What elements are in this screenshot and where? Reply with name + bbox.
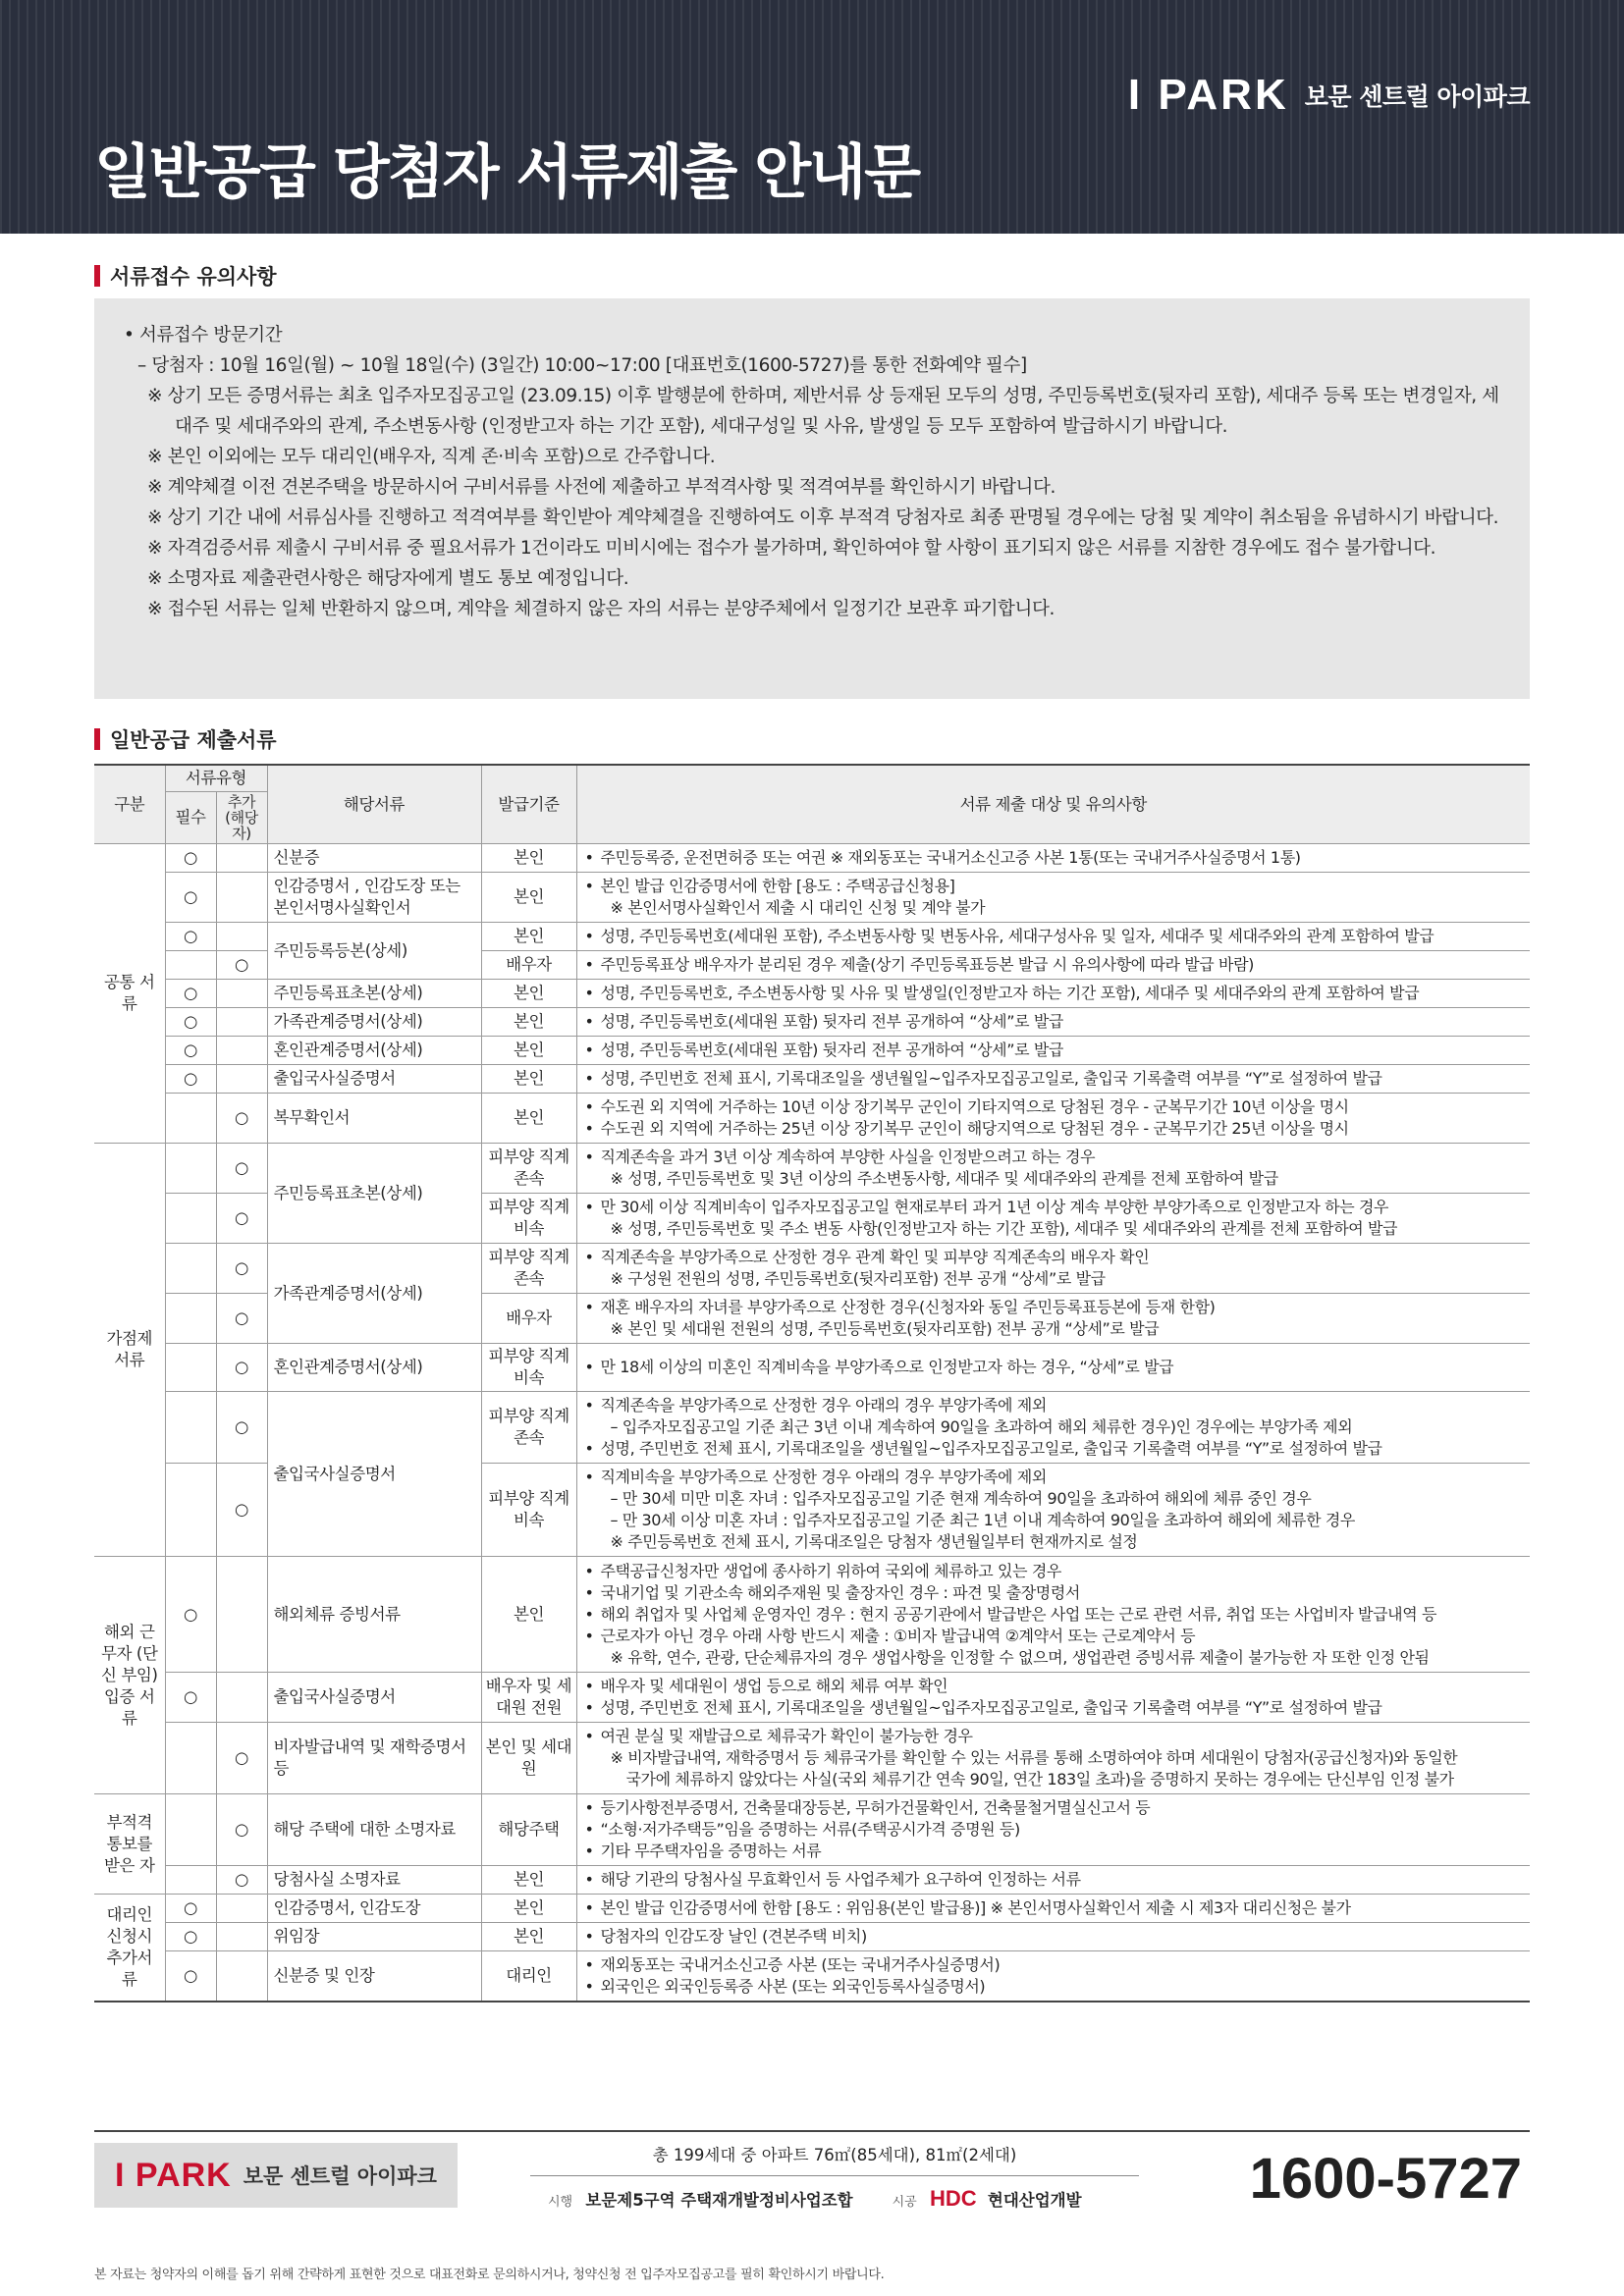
- basis-cell: 본인: [481, 1094, 576, 1144]
- notice-line: ※ 상기 기간 내에 서류심사를 진행하고 적격여부를 확인받아 계약체결을 진행하여도 이후 부적격 당첨자로 최종 판명될 경우에는 당첨 및 계약이 취소됨을 유념하시기 바랍니다.: [147, 507, 1499, 528]
- notice-line: • 서류접수 방문기간: [124, 325, 283, 346]
- notes-cell: [576, 1866, 1530, 1895]
- required-mark: [165, 1866, 216, 1895]
- document-cell: 혼인관계증명서(상세): [267, 1037, 481, 1065]
- required-mark: ○: [165, 1557, 216, 1673]
- note-line: • 직계존속을 부양가족으로 산정한 경우 아래의 경우 부양가족에 제외: [585, 1395, 1523, 1416]
- note-line: • 당첨자의 인감도장 날인 (견본주택 비치): [585, 1926, 1523, 1948]
- additional-mark: ○: [216, 1794, 267, 1866]
- table-row: [94, 923, 1530, 951]
- notes-cell: [576, 1392, 1530, 1464]
- additional-mark: [216, 923, 267, 951]
- basis-cell: 본인: [481, 1557, 576, 1673]
- note-line: – 만 30세 미만 미혼 자녀 : 입주자모집공고일 기준 현재 계속하여 90일을 초과하여 해외에 체류 중인 경우: [610, 1489, 1312, 1508]
- required-mark: ○: [165, 923, 216, 951]
- notice-line: ※ 상기 모든 증명서류는 최초 입주자모집공고일 (23.09.15) 이후 발행분에 한하며, 제반서류 상 등재된 모두의 성명, 주민등록번호(뒷자리 포함), 세대주 등록 또는 변경일자, 세대주 및 세대주와의 관계, 주소변동사항 (인정받고자 하는 기간 포함), 세대구성일 및 사유, 발생일 등 모두 포함하여 발급하시기 바랍니다.: [147, 386, 1499, 437]
- table-row: [94, 873, 1530, 923]
- note-line: • 재혼 배우자의 자녀를 부양가족으로 산정한 경우(신청자와 동일 주민등록표등본에 등재 한함): [585, 1297, 1523, 1318]
- required-mark: ○: [165, 1895, 216, 1923]
- note-line: • 직계존속을 과거 3년 이상 계속하여 부양한 사실을 인정받으려고 하는 경우: [585, 1147, 1523, 1168]
- additional-mark: ○: [216, 1866, 267, 1895]
- required-mark: [165, 1392, 216, 1464]
- additional-mark: [216, 1673, 267, 1723]
- table-row: [94, 844, 1530, 873]
- table-row: [94, 1344, 1530, 1392]
- table-row: [94, 1008, 1530, 1037]
- note-line: ※ 성명, 주민등록번호 및 주소 변동 사항(인정받고자 하는 기간 포함), 세대주 및 세대주와의 관계를 전체 포함하여 발급: [610, 1219, 1398, 1238]
- note-line: • 성명, 주민번호 전체 표시, 기록대조일을 생년월일~입주자모집공고일로, 출입국 기록출력 여부를 “Y”로 설정하여 발급: [585, 1068, 1523, 1090]
- required-mark: ○: [165, 1008, 216, 1037]
- notes-cell: [576, 1037, 1530, 1065]
- basis-cell: 피부양 직계비속: [481, 1464, 576, 1557]
- required-mark: ○: [165, 1951, 216, 2002]
- basis-cell: 본인: [481, 1895, 576, 1923]
- required-mark: ○: [165, 1673, 216, 1723]
- required-mark: ○: [165, 844, 216, 873]
- additional-mark: ○: [216, 951, 267, 980]
- note-line: • 해외 취업자 및 사업체 운영자인 경우 : 현지 공공기관에서 발급받은 사업 또는 근로 관련 서류, 취업 또는 사업비자 발급내역 등: [585, 1604, 1523, 1626]
- footer-ipark-logo: I PARK: [115, 2156, 232, 2194]
- additional-mark: [216, 1923, 267, 1951]
- notes-cell: [576, 1194, 1530, 1244]
- notes-cell: [576, 1344, 1530, 1392]
- footer-brand-name: 보문 센트럴 아이파크: [243, 2164, 437, 2188]
- table-row: [94, 1065, 1530, 1094]
- additional-mark: [216, 980, 267, 1008]
- note-line: • 성명, 주민등록번호(세대원 포함) 뒷자리 전부 공개하여 “상세”로 발급: [585, 1011, 1523, 1033]
- additional-mark: ○: [216, 1464, 267, 1557]
- basis-cell: 배우자 및 세대원 전원: [481, 1673, 576, 1723]
- header-additional-sub: (해당자): [225, 809, 258, 842]
- required-mark: ○: [165, 1065, 216, 1094]
- table-row: [94, 1094, 1530, 1144]
- basis-cell: 피부양 직계존속: [481, 1144, 576, 1194]
- note-line: • 수도권 외 지역에 거주하는 10년 이상 장기복무 군인이 기타지역으로 당첨된 경우 - 군복무기간 10년 이상을 명시: [585, 1096, 1523, 1118]
- header-additional: [216, 792, 267, 844]
- notes-cell: [576, 1244, 1530, 1294]
- required-mark: [165, 1244, 216, 1294]
- page-title: 일반공급 당첨자 서류제출 안내문: [94, 138, 920, 207]
- basis-cell: 본인: [481, 1065, 576, 1094]
- document-cell: 인감증명서, 인감도장: [267, 1895, 481, 1923]
- footer-info: [530, 2142, 1139, 2212]
- notice-line: ※ 접수된 서류는 일체 반환하지 않으며, 계약을 체결하지 않은 자의 서류는 분양주체에서 일정기간 보관후 파기합니다.: [147, 599, 1055, 619]
- note-line: • 외국인은 외국인등록증 사본 (또는 외국인등록사실증명서): [585, 1976, 1523, 1998]
- note-line: • 직계존속을 부양가족으로 산정한 경우 관계 확인 및 피부양 직계존속의 배우자 확인: [585, 1247, 1523, 1268]
- additional-mark: ○: [216, 1723, 267, 1794]
- notes-cell: [576, 1557, 1530, 1673]
- note-line: ※ 본인서명사실확인서 제출 시 대리인 신청 및 계약 불가: [610, 898, 986, 917]
- table-row: [94, 980, 1530, 1008]
- note-line: • 배우자 및 세대원이 생업 등으로 해외 체류 여부 확인: [585, 1676, 1523, 1697]
- basis-cell: 본인: [481, 844, 576, 873]
- required-mark: [165, 1094, 216, 1144]
- builder-label: 시공: [892, 2195, 917, 2210]
- document-cell: 복무확인서: [267, 1094, 481, 1144]
- note-line: • 성명, 주민등록번호(세대원 포함) 뒷자리 전부 공개하여 “상세”로 발급: [585, 1040, 1523, 1061]
- table-section-title: 일반공급 제출서류: [94, 724, 277, 754]
- note-line: • 주민등록증, 운전면허증 또는 여권 ※ 재외동포는 국내거소신고증 사본 1통(또는 국내거주사실증명서 1통): [585, 847, 1523, 869]
- notes-cell: [576, 1294, 1530, 1344]
- basis-cell: 피부양 직계비속: [481, 1344, 576, 1392]
- category-cell: 대리인 신청시 추가서류: [94, 1895, 165, 2002]
- note-line: – 만 30세 이상 미혼 자녀 : 입주자모집공고일 기준 최근 1년 이내 계속하여 90일을 초과하여 해외에 체류한 경우: [610, 1511, 1355, 1529]
- category-cell: 공통 서류: [94, 844, 165, 1144]
- note-line: • 본인 발급 인감증명서에 한함 [용도 : 위임용(본인 발급용)] ※ 본인서명사실확인서 제출 시 제3자 대리신청은 불가: [585, 1897, 1523, 1919]
- notes-cell: [576, 873, 1530, 923]
- notes-cell: [576, 1464, 1530, 1557]
- table-row: [94, 1244, 1530, 1294]
- note-line: • 여권 분실 및 재발급으로 체류국가 확인이 불가능한 경우: [585, 1726, 1523, 1747]
- basis-cell: 해당주택: [481, 1794, 576, 1866]
- table-row: [94, 1723, 1530, 1794]
- required-mark: [165, 1344, 216, 1392]
- notes-cell: [576, 1144, 1530, 1194]
- table-row: [94, 1392, 1530, 1464]
- header-additional-label: 추가: [227, 793, 256, 811]
- table-row: [94, 1037, 1530, 1065]
- note-line: • 주택공급신청자만 생업에 종사하기 위하여 국외에 체류하고 있는 경우: [585, 1561, 1523, 1582]
- notice-line: ※ 본인 이외에는 모두 대리인(배우자, 직계 존·비속 포함)으로 간주합니다.: [147, 447, 716, 467]
- note-line: • 성명, 주민번호 전체 표시, 기록대조일을 생년월일~입주자모집공고일로, 출입국 기록출력 여부를 “Y”로 설정하여 발급: [585, 1697, 1523, 1719]
- table-row: [94, 1794, 1530, 1866]
- document-cell: 위임장: [267, 1923, 481, 1951]
- additional-mark: ○: [216, 1094, 267, 1144]
- note-line: • 성명, 주민등록번호, 주소변동사항 및 사유 및 발생일(인정받고자 하는 기간 포함), 세대주 및 세대주와의 관계 포함하여 발급: [585, 983, 1523, 1004]
- notes-cell: [576, 1794, 1530, 1866]
- document-cell: 해당 주택에 대한 소명자료: [267, 1794, 481, 1866]
- basis-cell: 피부양 직계존속: [481, 1392, 576, 1464]
- document-cell: 주민등록등본(상세): [267, 923, 481, 980]
- basis-cell: 피부양 직계존속: [481, 1244, 576, 1294]
- notice-line: ※ 자격검증서류 제출시 구비서류 중 필요서류가 1건이라도 미비시에는 접수가 불가하며, 확인하여야 할 사항이 표기되지 않은 서류를 지참한 경우에도 접수 불가합니다.: [147, 538, 1436, 559]
- document-cell: 해외체류 증빙서류: [267, 1557, 481, 1673]
- header-category: 구분: [94, 765, 165, 844]
- note-line: • 성명, 주민등록번호(세대원 포함), 주소변동사항 및 변동사유, 세대구성사유 및 일자, 세대주 및 세대주와의 관계 포함하여 발급: [585, 926, 1523, 947]
- required-mark: ○: [165, 873, 216, 923]
- unit-count: 총 199세대 중 아파트 76㎡(85세대), 81㎡(2세대): [530, 2142, 1139, 2176]
- additional-mark: [216, 844, 267, 873]
- notes-cell: [576, 1673, 1530, 1723]
- note-line: • 수도권 외 지역에 거주하는 25년 이상 장기복무 군인이 해당지역으로 당첨된 경우 - 군복무기간 25년 이상을 명시: [585, 1118, 1523, 1140]
- builder: [893, 2186, 1082, 2212]
- note-line: ※ 성명, 주민등록번호 및 3년 이상의 주소변동사항, 세대주 및 세대주와의 관계를 전체 포함하여 발급: [610, 1169, 1278, 1188]
- notes-cell: [576, 1895, 1530, 1923]
- required-mark: [165, 1194, 216, 1244]
- notes-cell: [576, 1923, 1530, 1951]
- notes-cell: [576, 1094, 1530, 1144]
- notes-cell: [576, 1065, 1530, 1094]
- additional-mark: [216, 873, 267, 923]
- note-line: – 입주자모집공고일 기준 최근 3년 이내 계속하여 90일을 초과하여 해외 체류한 경우)인 경우에는 부양가족 제외: [610, 1417, 1353, 1436]
- note-line: ※ 유학, 연수, 관광, 단순체류자의 경우 생업사항을 인정할 수 없으며, 생업관련 증빙서류 제출이 불가능한 자 또한 인정 안됨: [610, 1647, 1430, 1667]
- required-mark: ○: [165, 1037, 216, 1065]
- note-line: • 직계비속을 부양가족으로 산정한 경우 아래의 경우 부양가족에 제외: [585, 1467, 1523, 1488]
- table-row: [94, 1951, 1530, 2002]
- notes-cell: [576, 951, 1530, 980]
- additional-mark: [216, 1951, 267, 2002]
- document-cell: 당첨사실 소명자료: [267, 1866, 481, 1895]
- note-line: ※ 본인 및 세대원 전원의 성명, 주민등록번호(뒷자리포함) 전부 공개 “상세”로 발급: [610, 1319, 1160, 1338]
- notes-cell: [576, 923, 1530, 951]
- document-cell: 혼인관계증명서(상세): [267, 1344, 481, 1392]
- basis-cell: 본인: [481, 980, 576, 1008]
- note-line: • 만 18세 이상의 미혼인 직계비속을 부양가족으로 인정받고자 하는 경우, “상세”로 발급: [585, 1357, 1523, 1378]
- additional-mark: [216, 1037, 267, 1065]
- required-mark: [165, 1723, 216, 1794]
- basis-cell: 본인: [481, 1008, 576, 1037]
- notes-cell: [576, 844, 1530, 873]
- phone-number: 1600-5727: [1249, 2147, 1522, 2211]
- note-line: • 국내기업 및 기관소속 해외주재원 및 출장자인 경우 : 파견 및 출장명령서: [585, 1582, 1523, 1604]
- header-basis: 발급기준: [481, 765, 576, 844]
- note-line: • 성명, 주민번호 전체 표시, 기록대조일을 생년월일~입주자모집공고일로, 출입국 기록출력 여부를 “Y”로 설정하여 발급: [585, 1438, 1523, 1460]
- additional-mark: ○: [216, 1194, 267, 1244]
- category-cell: 해외 근무자 (단신 부임) 입증 서류: [94, 1557, 165, 1794]
- document-cell: 가족관계증명서(상세): [267, 1008, 481, 1037]
- note-line: • “소형·저가주택등”임을 증명하는 서류(주택공시가격 증명원 등): [585, 1819, 1523, 1841]
- developer-name: 보문제5구역 주택재개발정비사업조합: [585, 2191, 853, 2210]
- brand-name: 보문 센트럴 아이파크: [1304, 82, 1530, 111]
- notes-cell: [576, 1008, 1530, 1037]
- additional-mark: ○: [216, 1144, 267, 1194]
- required-mark: ○: [165, 1923, 216, 1951]
- basis-cell: 본인: [481, 1923, 576, 1951]
- notes-cell: [576, 980, 1530, 1008]
- basis-cell: 본인 및 세대원: [481, 1723, 576, 1794]
- document-cell: 가족관계증명서(상세): [267, 1244, 481, 1344]
- note-line: ※ 비자발급내역, 재학증명서 등 체류국가를 확인할 수 있는 서류를 통해 소명하여야 하며 세대원이 당첨자(공급신청자)와 동일한: [610, 1748, 1458, 1767]
- category-cell: 부적격 통보를 받은 자: [94, 1794, 165, 1895]
- required-mark: [165, 951, 216, 980]
- basis-cell: 본인: [481, 1866, 576, 1895]
- note-line: • 근로자가 아닌 경우 아래 사항 반드시 제출 : ①비자 발급내역 ②계약서 또는 근로계약서 등: [585, 1626, 1523, 1647]
- required-mark: ○: [165, 980, 216, 1008]
- notice-box: [94, 298, 1530, 699]
- document-cell: 신분증 및 인장: [267, 1951, 481, 2002]
- header-doc-type: 서류유형: [165, 765, 267, 792]
- additional-mark: [216, 1895, 267, 1923]
- notice-line: – 당첨자 : 10월 16일(월) ~ 10월 18일(수) (3일간) 10:00~17:00 [대표번호(1600-5727)를 통한 전화예약 필수]: [137, 355, 1027, 376]
- notes-cell: [576, 1951, 1530, 2002]
- disclaimer: 본 자료는 청약자의 이해를 돕기 위해 간략하게 표현한 것으로 대표전화로 문의하시거나, 청약신청 전 입주자모집공고를 필히 확인하시기 바랍니다.: [94, 2268, 885, 2282]
- required-mark: [165, 1144, 216, 1194]
- document-cell: 출입국사실증명서: [267, 1392, 481, 1557]
- basis-cell: 본인: [481, 873, 576, 923]
- additional-mark: [216, 1065, 267, 1094]
- brand: [1128, 71, 1530, 120]
- document-cell: 비자발급내역 및 재학증명서 등: [267, 1723, 481, 1794]
- documents-table-body: [94, 844, 1530, 2002]
- notice-line: ※ 계약체결 이전 견본주택을 방문하시어 구비서류를 사전에 제출하고 부적격사항 및 적격여부를 확인하시기 바랍니다.: [147, 477, 1056, 498]
- header-notes: 서류 제출 대상 및 유의사항: [576, 765, 1530, 844]
- table-row: [94, 1866, 1530, 1895]
- builder-name: 현대산업개발: [987, 2191, 1082, 2210]
- document-cell: 인감증명서 , 인감도장 또는 본인서명사실확인서: [267, 873, 481, 923]
- note-line: ※ 주민등록번호 전체 표시, 기록대조일은 당첨자 생년월일부터 현재까지로 설정: [610, 1532, 1138, 1551]
- table-row: [94, 1923, 1530, 1951]
- required-mark: [165, 1464, 216, 1557]
- header-document: 해당서류: [267, 765, 481, 844]
- table-row: [94, 1895, 1530, 1923]
- notice-line: ※ 소명자료 제출관련사항은 해당자에게 별도 통보 예정입니다.: [147, 568, 629, 589]
- footer-divider: [94, 2130, 1530, 2132]
- additional-mark: [216, 1008, 267, 1037]
- developer: [548, 2187, 853, 2211]
- ipark-logo: I PARK: [1127, 71, 1289, 119]
- document-cell: 주민등록표초본(상세): [267, 980, 481, 1008]
- document-cell: 신분증: [267, 844, 481, 873]
- additional-mark: ○: [216, 1244, 267, 1294]
- document-cell: 주민등록표초본(상세): [267, 1144, 481, 1244]
- developer-label: 시행: [548, 2195, 573, 2210]
- notes-cell: [576, 1723, 1530, 1794]
- additional-mark: [216, 1557, 267, 1673]
- note-line: • 기타 무주택자임을 증명하는 서류: [585, 1841, 1523, 1862]
- basis-cell: 본인: [481, 1037, 576, 1065]
- basis-cell: 대리인: [481, 1951, 576, 2002]
- basis-cell: 본인: [481, 923, 576, 951]
- additional-mark: ○: [216, 1344, 267, 1392]
- additional-mark: ○: [216, 1392, 267, 1464]
- document-cell: 출입국사실증명서: [267, 1065, 481, 1094]
- table-row: [94, 1673, 1530, 1723]
- category-cell: 가점제 서류: [94, 1144, 165, 1557]
- required-mark: [165, 1794, 216, 1866]
- note-line: ※ 구성원 전원의 성명, 주민등록번호(뒷자리포함) 전부 공개 “상세”로 발급: [610, 1269, 1106, 1288]
- note-line: 국가에 체류하지 않았다는 사실(국외 체류기간 연속 90일, 연간 183일 초과)을 증명하지 못하는 경우에는 단신부임 인정 불가: [625, 1770, 1454, 1789]
- required-mark: [165, 1294, 216, 1344]
- note-line: • 등기사항전부증명서, 건축물대장등본, 무허가건물확인서, 건축물철거멸실신고서 등: [585, 1797, 1523, 1819]
- note-line: • 본인 발급 인감증명서에 한함 [용도 : 주택공급신청용]: [585, 876, 1523, 897]
- basis-cell: 배우자: [481, 1294, 576, 1344]
- documents-table: [94, 764, 1530, 2002]
- document-cell: 출입국사실증명서: [267, 1673, 481, 1723]
- notice-section-title: 서류접수 유의사항: [94, 261, 277, 291]
- additional-mark: ○: [216, 1294, 267, 1344]
- note-line: • 주민등록표상 배우자가 분리된 경우 제출(상기 주민등록표등본 발급 시 유의사항에 따라 발급 바람): [585, 954, 1523, 976]
- note-line: • 해당 기관의 당첨사실 무효확인서 등 사업주체가 요구하여 인정하는 서류: [585, 1869, 1523, 1891]
- note-line: • 만 30세 이상 직계비속이 입주자모집공고일 현재로부터 과거 1년 이상 계속 부양한 부양가족으로 인정받고자 하는 경우: [585, 1197, 1523, 1218]
- hdc-logo: HDC: [930, 2186, 977, 2211]
- note-line: • 재외동포는 국내거소신고증 사본 (또는 국내거주사실증명서): [585, 1954, 1523, 1976]
- table-row: [94, 1557, 1530, 1673]
- basis-cell: 배우자: [481, 951, 576, 980]
- page-header: [0, 0, 1624, 234]
- footer-brand: [94, 2143, 458, 2208]
- header-required: 필수: [165, 792, 216, 844]
- table-row: [94, 1144, 1530, 1194]
- basis-cell: 피부양 직계비속: [481, 1194, 576, 1244]
